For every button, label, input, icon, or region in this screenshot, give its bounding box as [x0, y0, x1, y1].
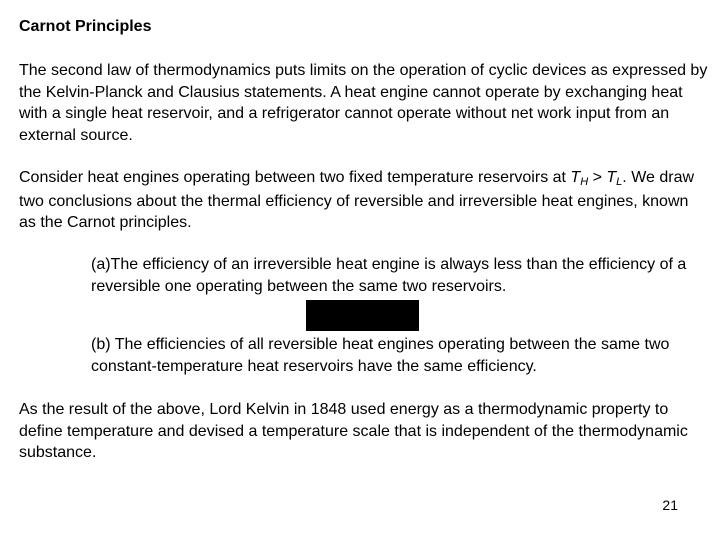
reservoir-paragraph [19, 167, 709, 234]
intro-paragraph: The second law of thermodynamics puts limits on the operation of cyclic devices as expressed by the Kelvin-Planck and Clausius statements. A heat engine cannot operate by exchanging heat with a single heat reservoir, and a refrigerator cannot operate without net work input from an external source. [19, 62, 708, 144]
principle-b: (b) The efficiencies of all reversible heat engines operating between the same two constant-temperature heat reservoirs have the same efficiency. [91, 336, 670, 375]
redaction-box [306, 300, 419, 331]
th-subscript: H [580, 176, 589, 188]
tl-subscript: L [616, 176, 623, 188]
th-symbol: T [570, 169, 581, 186]
slide-title: Carnot Principles [19, 18, 152, 35]
conclusion-paragraph: As the result of the above, Lord Kelvin in 1848 used energy as a thermodynamic property to define temperature and devised a temperature scale that is independent of the thermodynamic substance. [19, 401, 688, 461]
page-number: 21 [662, 497, 678, 513]
principle-a: (a)The efficiency of an irreversible heat engine is always less than the efficiency of a reversible one operating between the same two reservoirs. [91, 256, 687, 295]
reservoir-text-after: . We draw two conclusions about the thermal efficiency of reversible and irreversible heat engines, known as the Carnot principles. [19, 169, 695, 231]
tl-symbol: T [606, 169, 617, 186]
reservoir-text-before: Consider heat engines operating between two fixed temperature reservoirs at [19, 169, 571, 186]
greater-than: > [588, 169, 607, 186]
